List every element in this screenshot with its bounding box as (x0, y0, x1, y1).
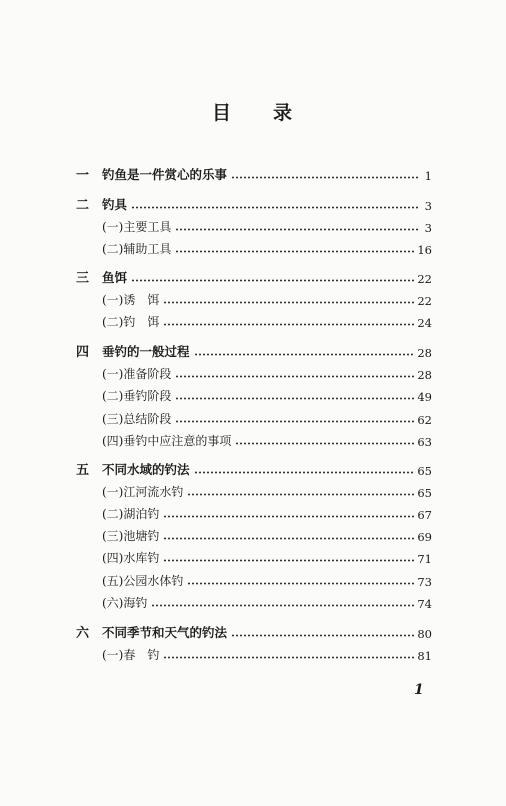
entry-title: (四)水库钓 (102, 551, 160, 565)
entry-title: (三)总结阶段 (102, 412, 172, 426)
toc-entry (76, 266, 432, 286)
leader-dots (163, 656, 415, 659)
entry-title: (一)春 钓 (102, 648, 160, 662)
toc-entry (102, 480, 432, 500)
leader-dots (131, 279, 415, 282)
toc-entry (102, 384, 432, 404)
chapter-number: 六 (76, 626, 90, 641)
leader-dots (231, 176, 420, 179)
leader-dots (175, 250, 415, 253)
entry-title: 不同水域的钓法 (102, 462, 190, 477)
entry-title: 垂钓的一般过程 (102, 344, 190, 359)
entry-title: (二)垂钓阶段 (102, 389, 172, 403)
page-number: 69 (417, 530, 432, 544)
toc-entry (76, 193, 432, 213)
page-number: 1 (424, 169, 432, 183)
leader-dots (194, 353, 416, 356)
entry-title: (二)钓 饵 (102, 315, 160, 329)
toc-entry (102, 502, 432, 522)
toc-entry (102, 362, 432, 382)
leader-dots (175, 397, 415, 400)
chapter-number: 五 (76, 463, 90, 478)
leader-dots (187, 493, 415, 496)
page-number: 24 (417, 316, 432, 330)
chapter-number: 一 (76, 168, 90, 183)
entry-title: 钓具 (102, 197, 128, 212)
toc-entry (102, 429, 432, 449)
page-number: 16 (417, 243, 432, 257)
leader-dots (235, 442, 415, 445)
page-number: 80 (417, 627, 432, 641)
page-number: 22 (417, 272, 432, 286)
entry-title: (一)江河流水钓 (102, 485, 184, 499)
page-number: 63 (417, 435, 432, 449)
page-number: 49 (417, 390, 432, 404)
title-char-2: 录 (273, 102, 295, 124)
chapter-number: 三 (76, 271, 90, 286)
leader-dots (163, 515, 415, 518)
entry-title: (一)主要工具 (102, 220, 172, 234)
page-number: 62 (417, 413, 432, 427)
leader-dots (163, 559, 415, 562)
toc-entry (76, 458, 432, 478)
leader-dots (163, 537, 415, 540)
entry-title: (三)池塘钓 (102, 529, 160, 543)
page-number: 65 (417, 486, 432, 500)
toc-entry (102, 569, 432, 589)
page-number: 71 (417, 552, 432, 566)
leader-dots (151, 604, 415, 607)
leader-dots (163, 323, 415, 326)
page-number: 67 (417, 508, 432, 522)
toc-entry (102, 407, 432, 427)
toc-entry (76, 621, 432, 641)
page-number: 74 (417, 597, 432, 611)
leader-dots (231, 634, 415, 637)
toc-entry (102, 591, 432, 611)
leader-dots (163, 301, 415, 304)
leader-dots (131, 206, 420, 209)
toc-entry (102, 215, 432, 235)
page-number: 73 (417, 575, 432, 589)
entry-title: (二)辅助工具 (102, 242, 172, 256)
entry-title: 不同季节和天气的钓法 (102, 625, 228, 640)
entry-title: (一)诱 饵 (102, 293, 160, 307)
page-number: 3 (424, 221, 432, 235)
title-char-1: 目 (211, 102, 233, 124)
page-number: 3 (424, 199, 432, 213)
entry-title: 鱼饵 (102, 270, 128, 285)
entry-title: 钓鱼是一件赏心的乐事 (102, 167, 228, 182)
leader-dots (175, 228, 420, 231)
leader-dots (175, 420, 415, 423)
entry-title: (二)湖泊钓 (102, 507, 160, 521)
page-number: 28 (417, 346, 432, 360)
page-title (0, 98, 506, 125)
page-folio: 1 (414, 682, 424, 698)
entry-title: (一)准备阶段 (102, 367, 172, 381)
toc-entry (102, 237, 432, 257)
chapter-number: 二 (76, 198, 90, 213)
page-number: 28 (417, 368, 432, 382)
page-number: 65 (417, 464, 432, 478)
entry-title: (六)海钓 (102, 596, 148, 610)
leader-dots (187, 582, 415, 585)
toc-entry (76, 340, 432, 360)
toc-entry (102, 288, 432, 308)
toc-entry (102, 643, 432, 663)
entry-title: (五)公园水体钓 (102, 574, 184, 588)
toc-entry (76, 163, 432, 183)
toc-entry (102, 310, 432, 330)
chapter-number: 四 (76, 345, 90, 360)
toc-entry (102, 524, 432, 544)
page-number: 22 (417, 294, 432, 308)
leader-dots (175, 375, 415, 378)
toc-entry (102, 546, 432, 566)
leader-dots (194, 471, 416, 474)
entry-title: (四)垂钓中应注意的事项 (102, 434, 232, 448)
page-number: 81 (417, 649, 432, 663)
